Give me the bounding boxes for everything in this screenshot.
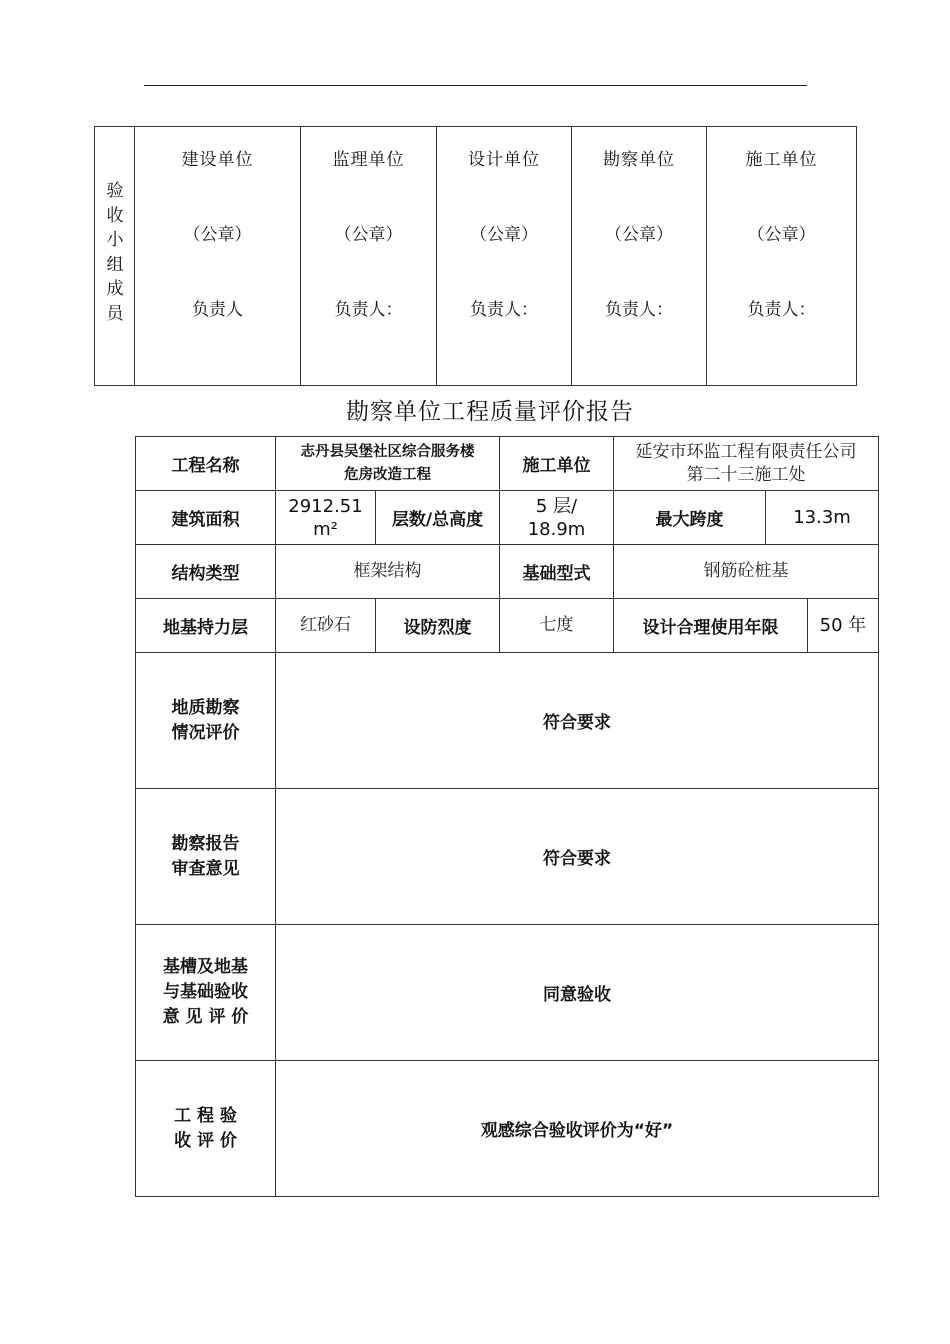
area-label: 建筑面积	[136, 491, 276, 545]
area-value	[276, 491, 376, 545]
person-label: 负责人：	[747, 300, 816, 320]
seal-label: （公章）	[334, 225, 403, 245]
unit-name: 建设单位	[181, 150, 254, 170]
row-project	[136, 437, 879, 491]
column-construction	[135, 127, 301, 386]
span-value: 13.3m	[766, 491, 879, 545]
signature-table	[94, 126, 857, 386]
unit-name: 设计单位	[468, 150, 540, 170]
contractor-label: 施工单位	[500, 437, 614, 491]
person-label: 负责人：	[470, 300, 538, 320]
foundation-label: 基础型式	[500, 545, 614, 599]
row-bearing	[136, 599, 879, 653]
review-label-line: 勘察报告	[171, 833, 240, 854]
geology-label-line: 地质勘察	[171, 697, 240, 718]
pit-label	[136, 925, 276, 1061]
floors-value	[500, 491, 614, 545]
review-value: 符合要求	[276, 789, 879, 925]
service-life-label: 设计合理使用年限	[614, 599, 808, 653]
evaluation-value: 观感综合验收评价为“好”	[276, 1061, 879, 1197]
pit-label-line: 与基础验收	[163, 982, 248, 1002]
foundation-value: 钢筋砼桩基	[614, 545, 879, 599]
bearing-label: 地基持力层	[136, 599, 276, 653]
project-name-line: 志丹县吴堡社区综合服务楼	[300, 443, 475, 460]
contractor-value	[614, 437, 879, 491]
seal-label: （公章）	[183, 225, 252, 245]
geology-value: 符合要求	[276, 653, 879, 789]
geology-label	[136, 653, 276, 789]
unit-name: 监理单位	[332, 150, 405, 170]
structure-value: 框架结构	[276, 545, 500, 599]
seismic-value: 七度	[500, 599, 614, 653]
side-label: 验收小组成员	[106, 181, 124, 324]
pit-label-line: 基槽及地基	[163, 957, 248, 977]
span-label: 最大跨度	[614, 491, 766, 545]
project-name-value	[276, 437, 500, 491]
area-unit: m²	[313, 518, 338, 540]
row-area	[136, 491, 879, 545]
geology-label-line: 情况评价	[171, 722, 240, 743]
header-rule	[144, 85, 807, 86]
evaluation-label	[136, 1061, 276, 1197]
evaluation-label-line: 收 评 价	[174, 1130, 237, 1151]
row-geology	[136, 653, 879, 789]
column-contractor	[707, 127, 857, 386]
unit-name: 勘察单位	[603, 150, 675, 170]
review-label-line: 审查意见	[171, 858, 240, 879]
evaluation-label-line: 工 程 验	[174, 1105, 237, 1126]
person-label: 负责人：	[334, 300, 403, 320]
bearing-value: 红砂石	[276, 599, 376, 653]
row-review	[136, 789, 879, 925]
column-survey	[572, 127, 707, 386]
seal-label: （公章）	[470, 225, 538, 245]
unit-name: 施工单位	[745, 150, 818, 170]
floors-line: 5 层/	[535, 495, 578, 517]
row-evaluation	[136, 1061, 879, 1197]
report-table	[135, 436, 879, 1197]
review-label	[136, 789, 276, 925]
seismic-label: 设防烈度	[376, 599, 500, 653]
area-number: 2912.51	[288, 495, 363, 517]
report-title: 勘察单位工程质量评价报告	[346, 399, 634, 425]
person-label: 负责人	[192, 300, 243, 320]
project-name-label: 工程名称	[136, 437, 276, 491]
seal-label: （公章）	[605, 225, 673, 245]
column-design	[437, 127, 572, 386]
row-structure	[136, 545, 879, 599]
contractor-line: 第二十三施工处	[686, 464, 806, 485]
project-name-line: 危房改造工程	[344, 466, 431, 483]
service-life-value: 50 年	[808, 599, 879, 653]
height-line: 18.9m	[527, 518, 586, 540]
person-label: 负责人：	[605, 300, 673, 320]
structure-label: 结构类型	[136, 545, 276, 599]
pit-value: 同意验收	[276, 925, 879, 1061]
floors-label: 层数/总高度	[376, 491, 500, 545]
side-label-cell	[95, 127, 135, 386]
contractor-line: 延安市环监工程有限责任公司	[635, 441, 857, 462]
column-supervision	[301, 127, 437, 386]
pit-label-line: 意 见 评 价	[162, 1007, 249, 1027]
row-pit	[136, 925, 879, 1061]
seal-label: （公章）	[747, 225, 816, 245]
